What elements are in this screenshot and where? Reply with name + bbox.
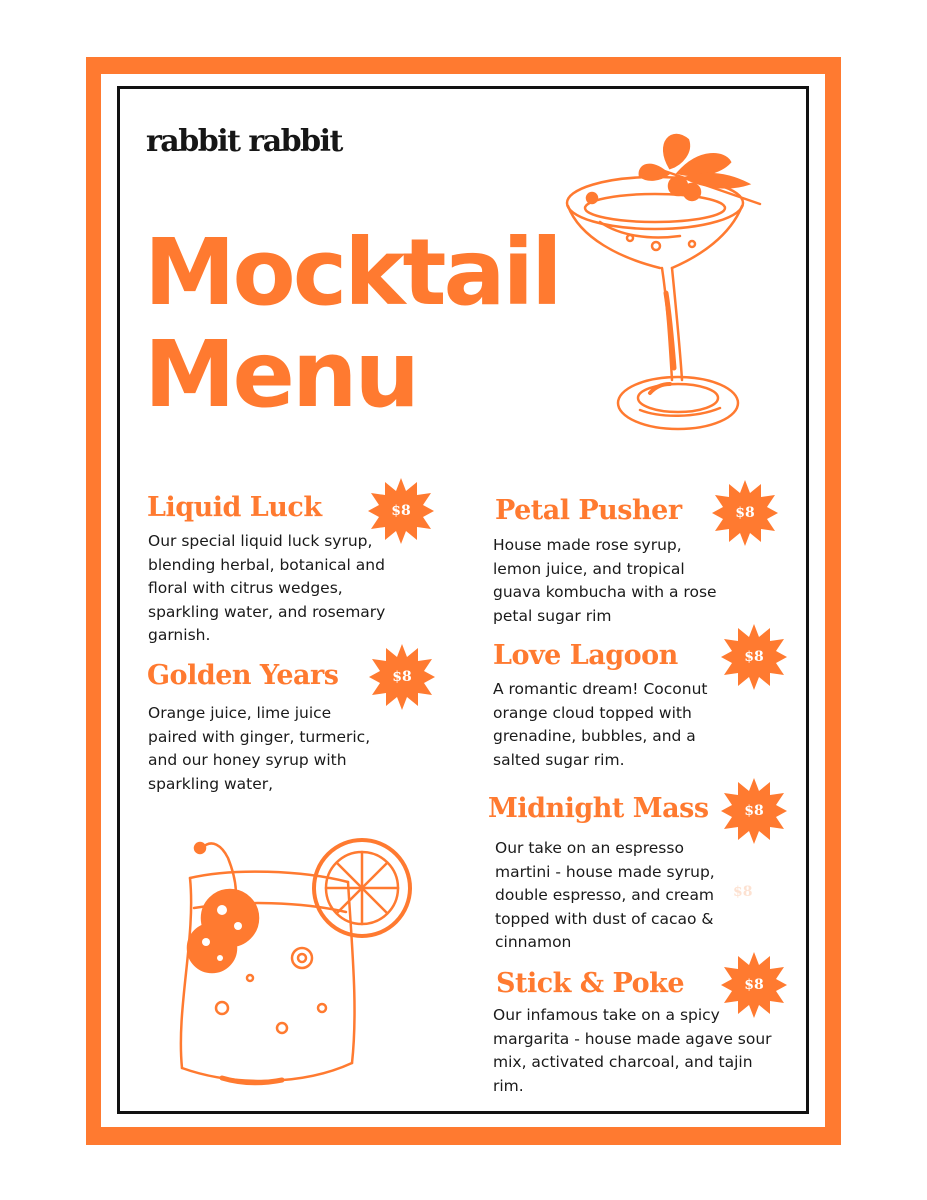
item-name-golden-years: Golden Years bbox=[147, 660, 339, 691]
price-label: $8 bbox=[391, 503, 411, 519]
item-description: House made rose syrup, lemon juice, and tropical guava kombucha with a rose petal sugar rim bbox=[493, 536, 717, 625]
item-name-love-lagoon: Love Lagoon bbox=[493, 640, 678, 671]
title-line-1: Mocktail bbox=[144, 219, 560, 326]
menu-title bbox=[144, 219, 560, 428]
price-badge bbox=[369, 644, 435, 710]
brand-logo: rabbit rabbit bbox=[146, 124, 342, 159]
title-line-2: Menu bbox=[144, 321, 417, 428]
highball-glass-illustration bbox=[162, 838, 422, 1098]
price-label: $8 bbox=[744, 649, 764, 665]
item-name-petal-pusher: Petal Pusher bbox=[495, 495, 682, 526]
martini-glass-illustration bbox=[560, 118, 770, 443]
item-description: Our special liquid luck syrup, blending herbal, botanical and floral with citrus wedges, sparkling water, and rosemary garnish. bbox=[148, 532, 386, 644]
item-name-midnight-mass: Midnight Mass bbox=[488, 793, 709, 824]
price-label: $8 bbox=[392, 669, 412, 685]
item-description: A romantic dream! Coconut orange cloud topped with grenadine, bubbles, and a salted sugar rim. bbox=[493, 680, 708, 769]
price-label: $8 bbox=[735, 505, 755, 521]
item-name-stick-and-poke: Stick & Poke bbox=[496, 968, 685, 999]
item-description: Orange juice, lime juice paired with ginger, turmeric, and our honey syrup with sparkling water, bbox=[148, 704, 371, 793]
faint-price-label: $8 bbox=[733, 884, 753, 900]
price-badge bbox=[721, 778, 787, 844]
price-label: $8 bbox=[744, 803, 764, 819]
item-description: Our infamous take on a spicy margarita - house made agave sour mix, activated charcoal, and tajin rim. bbox=[493, 1006, 772, 1095]
price-label: $8 bbox=[744, 977, 764, 993]
item-description: Our take on an espresso martini - house made syrup, double espresso, and cream topped with dust of cacao & cinnamon bbox=[495, 839, 715, 951]
item-name-liquid-luck: Liquid Luck bbox=[147, 492, 322, 523]
